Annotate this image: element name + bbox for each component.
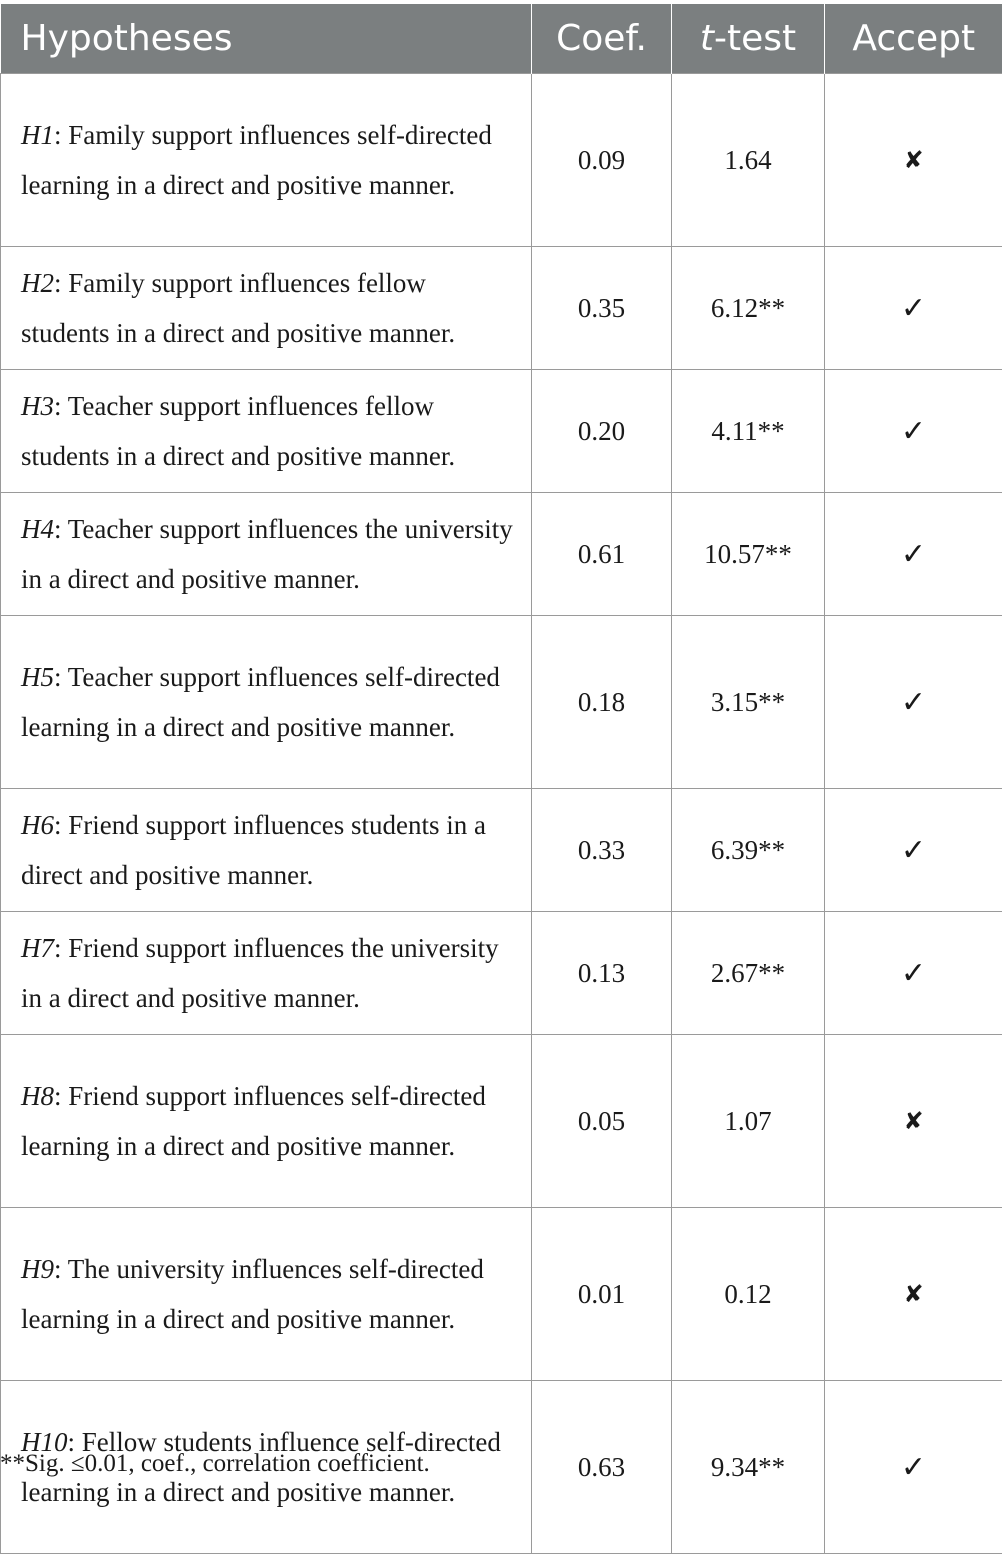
table-footnote: **Sig. ≤0.01, coef., correlation coefficient. [0,1450,430,1478]
hypothesis-text: : Friend support influences the university in a direct and positive manner. [21,933,499,1013]
ttest-cell: 9.34** [672,1381,825,1554]
table-row [1,1208,1002,1381]
hypothesis-cell [1,789,532,912]
ttest-cell: 4.11** [672,370,825,493]
hypothesis-cell [1,370,532,493]
table-row [1,370,1002,493]
coef-cell: 0.61 [532,493,672,616]
hypothesis-id: H5 [21,662,54,692]
table-row [1,789,1002,912]
hypothesis-cell [1,493,532,616]
table-row [1,1035,1002,1208]
coef-cell: 0.63 [532,1381,672,1554]
table-row [1,493,1002,616]
ttest-cell: 6.12** [672,247,825,370]
ttest-cell: 0.12 [672,1208,825,1381]
hypothesis-text: : Family support influences self-directed learning in a direct and positive manner. [21,120,492,200]
hypothesis-cell [1,1208,532,1381]
ttest-cell: 10.57** [672,493,825,616]
hypothesis-id: H7 [21,933,54,963]
coef-cell: 0.09 [532,74,672,247]
check-icon: ✓ [825,493,1002,616]
hypothesis-text: : Fellow students influence self-directed learning in a direct and positive manner. [21,1427,501,1507]
hypothesis-id: H6 [21,810,54,840]
ttest-cell: 2.67** [672,912,825,1035]
check-icon: ✓ [825,247,1002,370]
table-row [1,247,1002,370]
hypothesis-text: : Teacher support influences the university in a direct and positive manner. [21,514,513,594]
hypothesis-cell [1,912,532,1035]
coef-cell: 0.20 [532,370,672,493]
hypothesis-id: H2 [21,268,54,298]
hypothesis-cell [1,247,532,370]
header-ttest-t: t [700,18,714,59]
hypothesis-id: H3 [21,391,54,421]
ttest-cell: 3.15** [672,616,825,789]
hypothesis-id: H4 [21,514,54,544]
hypothesis-text: : Family support influences fellow students in a direct and positive manner. [21,268,455,348]
table-header [1,4,1002,74]
coef-cell: 0.35 [532,247,672,370]
coef-cell: 0.01 [532,1208,672,1381]
header-hypotheses: Hypotheses [1,4,532,74]
hypothesis-cell [1,74,532,247]
header-ttest-rest: -test [714,18,796,59]
hypothesis-id: H10 [21,1427,68,1457]
check-icon: ✓ [825,616,1002,789]
hypothesis-id: H1 [21,120,54,150]
hypothesis-cell [1,616,532,789]
hypothesis-id: H8 [21,1081,54,1111]
hypothesis-cell [1,1035,532,1208]
header-ttest [672,4,825,74]
hypothesis-text: : Teacher support influences fellow students in a direct and positive manner. [21,391,455,471]
hypotheses-table [0,4,1002,1554]
table-row [1,912,1002,1035]
coef-cell: 0.05 [532,1035,672,1208]
coef-cell: 0.18 [532,616,672,789]
table-row [1,616,1002,789]
coef-cell: 0.33 [532,789,672,912]
cross-icon: ✘ [825,74,1002,247]
hypothesis-id: H9 [21,1254,54,1284]
header-accept: Accept [825,4,1002,74]
coef-cell: 0.13 [532,912,672,1035]
table-row [1,74,1002,247]
ttest-cell: 1.64 [672,74,825,247]
hypothesis-text: : The university influences self-directed learning in a direct and positive manner. [21,1254,484,1334]
hypothesis-text: : Friend support influences self-directed learning in a direct and positive manner. [21,1081,486,1161]
check-icon: ✓ [825,1381,1002,1554]
check-icon: ✓ [825,789,1002,912]
cross-icon: ✘ [825,1208,1002,1381]
ttest-cell: 6.39** [672,789,825,912]
header-coef: Coef. [532,4,672,74]
cross-icon: ✘ [825,1035,1002,1208]
ttest-cell: 1.07 [672,1035,825,1208]
hypothesis-text: : Teacher support influences self-directed learning in a direct and positive manner. [21,662,500,742]
check-icon: ✓ [825,370,1002,493]
hypothesis-text: : Friend support influences students in a direct and positive manner. [21,810,486,890]
check-icon: ✓ [825,912,1002,1035]
